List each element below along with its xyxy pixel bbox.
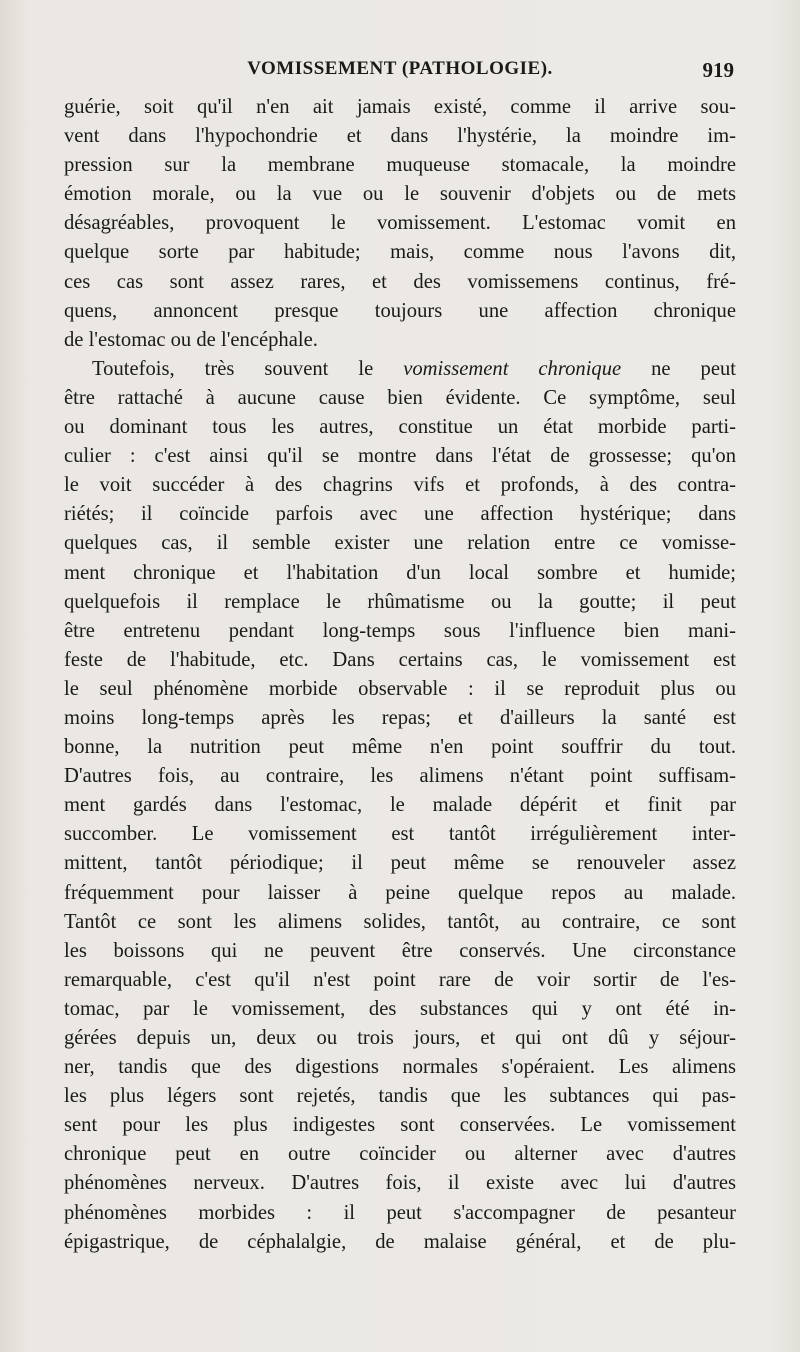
text-line: le voit succéder à des chagrins vifs et profonds, à des contra- xyxy=(64,474,736,497)
text-segment: ne peut xyxy=(621,357,736,380)
text-line: émotion morale, ou la vue ou le souvenir d'objets ou de mets xyxy=(64,183,736,206)
running-title: VOMISSEMENT (PATHOLOGIE). xyxy=(247,58,553,79)
text-line: D'autres fois, au contraire, les alimens n'étant point suffisam- xyxy=(64,765,736,788)
text-line-first xyxy=(64,355,736,384)
text-line: succomber. Le vomissement est tantôt irrégulièrement inter- xyxy=(64,823,736,846)
italic-term: vomissement chronique xyxy=(403,357,622,380)
text-line: être entretenu pendant long-temps sous l'influence bien mani- xyxy=(64,619,736,642)
text-line: chronique peut en outre coïncider ou alterner avec d'autres xyxy=(64,1143,736,1166)
text-segment: Toutefois, très souvent le xyxy=(92,357,404,380)
text-line: moins long-temps après les repas; et d'ailleurs la santé est xyxy=(64,706,736,729)
text-line: pression sur la membrane muqueuse stomacale, la moindre xyxy=(64,154,736,177)
text-line: fréquemment pour laisser à peine quelque repos au malade. xyxy=(64,881,736,904)
body-text xyxy=(64,93,736,1257)
text-line: de l'estomac ou de l'encéphale. xyxy=(64,328,318,351)
text-line: épigastrique, de céphalalgie, de malaise général, et de plu- xyxy=(64,1230,736,1253)
page-header xyxy=(64,58,736,88)
text-line: ment chronique et l'habitation d'un local sombre et humide; xyxy=(64,561,736,584)
text-line: sent pour les plus indigestes sont conservées. Le vomissement xyxy=(64,1114,736,1137)
text-line: ces cas sont assez rares, et des vomissemens continus, fré- xyxy=(64,270,736,293)
text-line: tomac, par le vomissement, des substances qui y ont été in- xyxy=(64,997,736,1020)
text-line: ner, tandis que des digestions normales s'opéraient. Les alimens xyxy=(64,1056,736,1079)
text-line: riétés; il coïncide parfois avec une affection hystérique; dans xyxy=(64,503,736,526)
text-line: culier : c'est ainsi qu'il se montre dans l'état de grossesse; qu'on xyxy=(64,445,736,468)
text-line: quelques cas, il semble exister une relation entre ce vomisse- xyxy=(64,532,736,555)
paragraph-1 xyxy=(64,93,736,355)
text-line: ou dominant tous les autres, constitue un état morbide parti- xyxy=(64,416,736,439)
text-line: désagréables, provoquent le vomissement. L'estomac vomit en xyxy=(64,212,736,235)
text-line: bonne, la nutrition peut même n'en point souffrir du tout. xyxy=(64,736,736,759)
text-line: les plus légers sont rejetés, tandis que les subtances qui pas- xyxy=(64,1085,736,1108)
text-line: phénomènes morbides : il peut s'accompagner de pesanteur xyxy=(64,1201,736,1224)
text-line: feste de l'habitude, etc. Dans certains cas, le vomissement est xyxy=(64,648,736,671)
text-line: gérées depuis un, deux ou trois jours, et qui ont dû y séjour- xyxy=(64,1027,736,1049)
text-line: être rattaché à aucune cause bien évidente. Ce symptôme, seul xyxy=(64,386,736,409)
text-line: les boissons qui ne peuvent être conservés. Une circonstance xyxy=(64,939,736,962)
page-number: 919 xyxy=(702,58,734,82)
text-line: Tantôt ce sont les alimens solides, tantôt, au contraire, ce sont xyxy=(64,910,736,933)
text-line: remarquable, c'est qu'il n'est point rare de voir sortir de l'es- xyxy=(64,968,736,991)
text-line: ment gardés dans l'estomac, le malade dépérit et finit par xyxy=(64,794,736,817)
text-line: quelquefois il remplace le rhûmatisme ou la goutte; il peut xyxy=(64,590,736,613)
paragraph-2 xyxy=(64,355,736,1257)
text-line: vent dans l'hypochondrie et dans l'hystérie, la moindre im- xyxy=(64,125,736,148)
text-line: le seul phénomène morbide observable : il se reproduit plus ou xyxy=(64,677,736,700)
text-line: quens, annoncent presque toujours une affection chronique xyxy=(64,299,736,322)
text-line: mittent, tantôt périodique; il peut même se renouveler assez xyxy=(64,852,736,875)
text-line: guérie, soit qu'il n'en ait jamais existé, comme il arrive sou- xyxy=(64,96,736,118)
text-line: phénomènes nerveux. D'autres fois, il existe avec lui d'autres xyxy=(64,1172,736,1195)
text-line: quelque sorte par habitude; mais, comme nous l'avons dit, xyxy=(64,241,736,264)
